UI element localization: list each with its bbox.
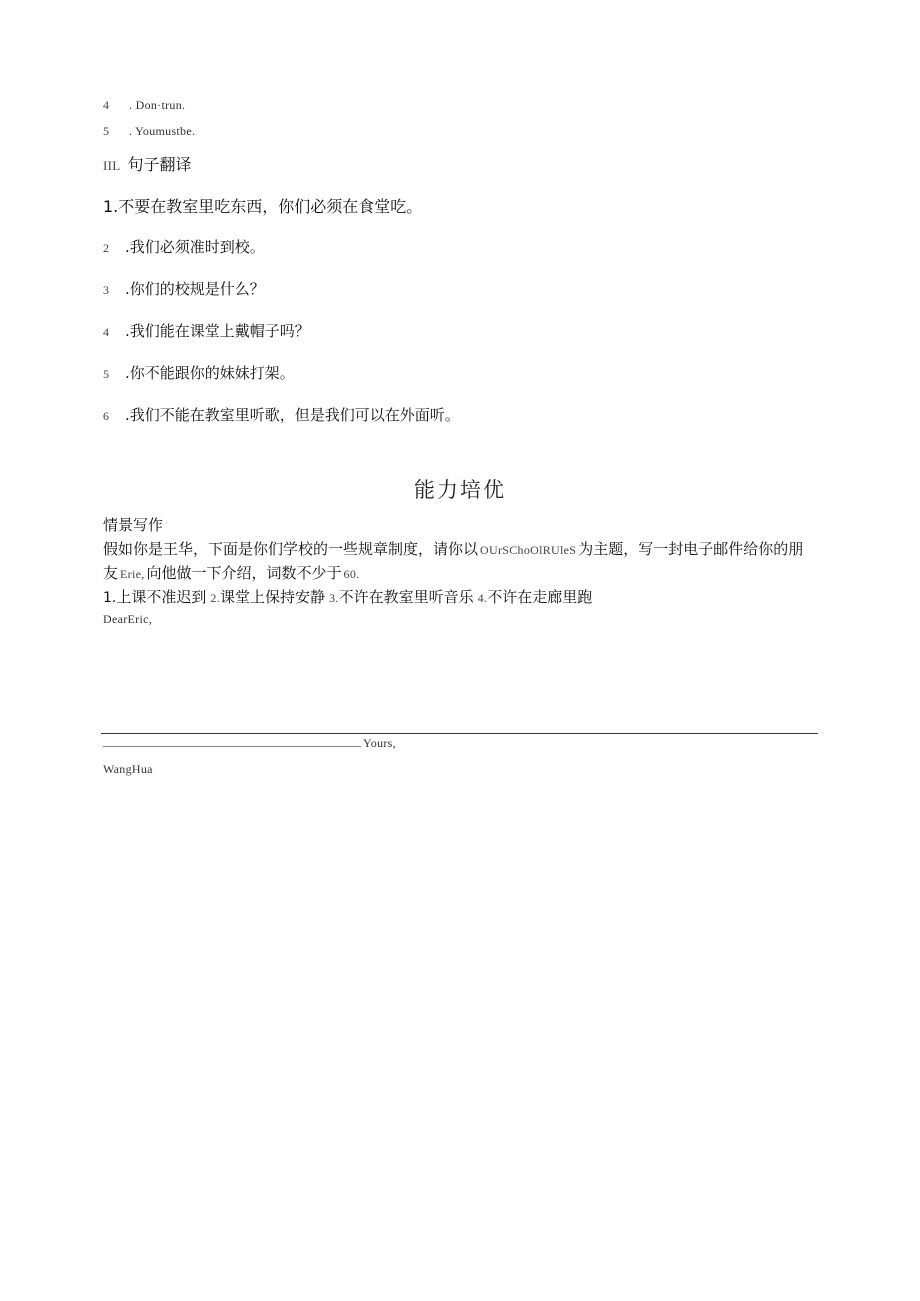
writing-prompt-line-2 bbox=[103, 562, 359, 583]
writing-line-short bbox=[103, 746, 361, 747]
item-number: 4 bbox=[103, 325, 109, 339]
item-text: .我们能在课堂上戴帽子吗？ bbox=[125, 322, 310, 340]
prompt-topic-en: OUrSChoOlRUleS bbox=[480, 543, 577, 557]
letter-closing: Yours, bbox=[363, 736, 396, 750]
item-text: .我们必须准时到校。 bbox=[125, 238, 265, 256]
translation-item-4 bbox=[103, 320, 310, 341]
rule-text: 不许在走廊里跑 bbox=[487, 588, 593, 606]
writing-line bbox=[101, 733, 818, 734]
item-number: 6 bbox=[103, 409, 109, 423]
item-number: 1. bbox=[103, 197, 119, 216]
rule-number: 4. bbox=[477, 591, 488, 605]
translation-item-1 bbox=[103, 194, 422, 217]
prompt-word-count: 60. bbox=[343, 567, 360, 581]
translation-item-5 bbox=[103, 362, 295, 383]
prompt-friend-name: Erie, bbox=[120, 567, 145, 581]
rules-list bbox=[103, 586, 592, 607]
prompt-text: 向他做一下介绍，词数不少于 bbox=[146, 564, 342, 582]
rule-text: 上课不准迟到 bbox=[116, 588, 207, 606]
translation-item-2 bbox=[103, 236, 265, 257]
item-text: . Don·trun. bbox=[129, 98, 186, 112]
section-number: IIL bbox=[103, 158, 121, 173]
writing-subheading: 情景写作 bbox=[103, 516, 164, 534]
rule-text: 课堂上保持安静 bbox=[219, 588, 325, 606]
item-text: .我们不能在教室里听歌，但是我们可以在外面听。 bbox=[125, 406, 460, 424]
prompt-text: 为主题，写一封电子邮件给你的朋 bbox=[578, 540, 804, 558]
item-text: . Youmustbe. bbox=[129, 124, 196, 138]
item-number: 5 bbox=[103, 124, 109, 138]
prompt-text: 假如你是王华，下面是你们学校的一些规章制度，请你以 bbox=[103, 540, 479, 558]
letter-signature: WangHua bbox=[103, 762, 153, 776]
section-heading-text: 句子翻译 bbox=[127, 155, 192, 174]
rule-number: 3. bbox=[329, 591, 339, 605]
section-title-ability: 能力培优 bbox=[414, 478, 506, 502]
item-text: .你不能跟你的妹妹打架。 bbox=[125, 364, 295, 382]
exercise-item-4 bbox=[103, 96, 185, 114]
rule-number: 1. bbox=[103, 590, 117, 606]
letter-salutation: DearEric, bbox=[103, 612, 153, 626]
rule-text: 不许在教室里听音乐 bbox=[338, 588, 474, 606]
translation-item-6 bbox=[103, 404, 460, 425]
item-number: 3 bbox=[103, 283, 109, 297]
prompt-text: 友 bbox=[103, 564, 119, 582]
section-heading-translation bbox=[103, 152, 192, 175]
exercise-item-5 bbox=[103, 122, 195, 140]
rule-number: 2. bbox=[210, 591, 220, 605]
item-number: 4 bbox=[103, 98, 109, 112]
writing-prompt-line-1 bbox=[103, 538, 803, 559]
item-text: 不要在教室里吃东西，你们必须在食堂吃。 bbox=[118, 197, 423, 216]
item-number: 2 bbox=[103, 241, 109, 255]
item-number: 5 bbox=[103, 367, 109, 381]
translation-item-3 bbox=[103, 278, 265, 299]
item-text: .你们的校规是什么？ bbox=[125, 280, 265, 298]
